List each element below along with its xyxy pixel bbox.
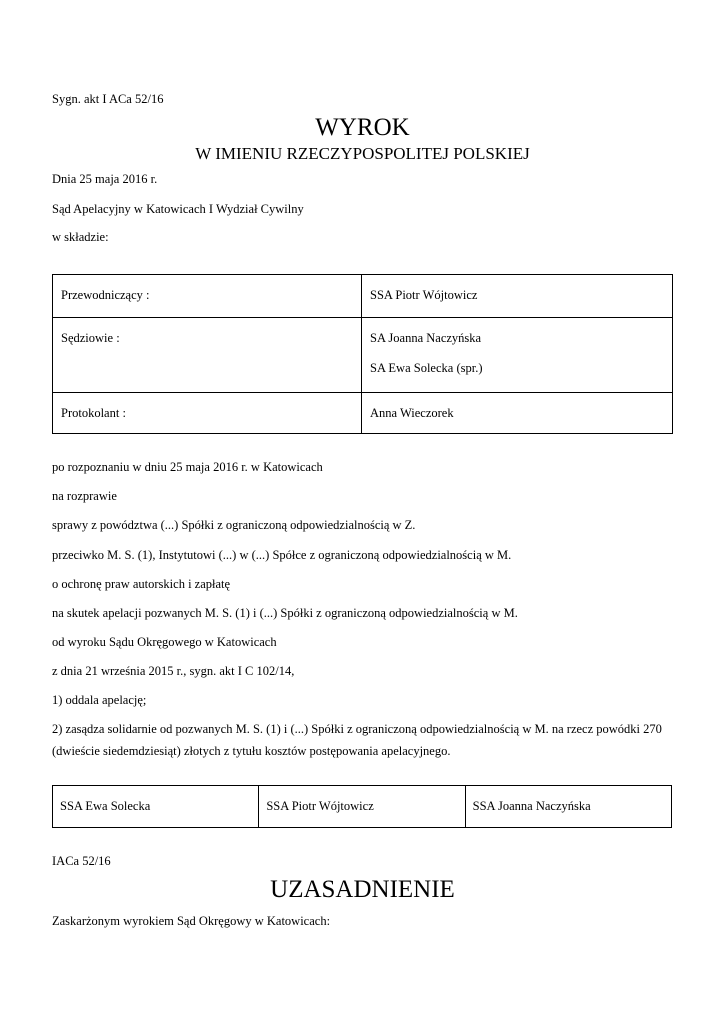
judges-label: Sędziowie : [53, 318, 362, 393]
judgment-date: Dnia 25 maja 2016 r. [52, 172, 158, 186]
clerk-label: Protokolant : [53, 393, 362, 434]
table-row [53, 275, 673, 318]
presiding-name: SSA Piotr Wójtowicz [362, 275, 673, 318]
body-line: przeciwko M. S. (1), Instytutowi (...) w (...) Spółce z ograniczoną odpowiedzialnością w M. [52, 548, 512, 562]
judgment-subtitle: W IMIENIU RZECZYPOSPOLITEJ POLSKIEJ [195, 144, 530, 163]
court-name: Sąd Apelacyjny w Katowicach I Wydział Cywilny [52, 202, 304, 216]
judgment-title: WYROK [315, 114, 410, 141]
body-line: na rozprawie [52, 489, 117, 503]
justification-signature: IACa 52/16 [52, 854, 111, 868]
composition-label: w składzie: [52, 230, 109, 244]
table-row [53, 786, 672, 828]
body-line: na skutek apelacji pozwanych M. S. (1) i (...) Spółki z ograniczoną odpowiedzialnością w M. [52, 606, 518, 620]
table-row [53, 393, 673, 434]
presiding-label: Przewodniczący : [53, 275, 362, 318]
ruling-point: 2) zasądza solidarnie od pozwanych M. S. (1) i (...) Spółki z ograniczoną odpowiedzialnością w M. na rzecz powódki 270 (dwieście siedemdziesiąt) złotych z tytułu kosztów postępowania apelacyjnego. [52, 722, 662, 758]
judge-name: SA Joanna Naczyńska [370, 331, 482, 345]
table-row [53, 318, 673, 393]
justification-title: UZASADNIENIE [270, 876, 455, 903]
judges-names [362, 318, 673, 393]
signature-cell: SSA Ewa Solecka [53, 786, 259, 828]
signatures-table [52, 785, 672, 828]
clerk-name: Anna Wieczorek [362, 393, 673, 434]
ruling-point: 1) oddala apelację; [52, 693, 147, 707]
justification-first-line: Zaskarżonym wyrokiem Sąd Okręgowy w Katowicach: [52, 914, 331, 928]
signature-cell: SSA Joanna Naczyńska [465, 786, 671, 828]
body-line: z dnia 21 września 2015 r., sygn. akt I C 102/14, [52, 664, 295, 678]
body-line: sprawy z powództwa (...) Spółki z ograniczoną odpowiedzialnością w Z. [52, 518, 416, 532]
case-signature: Sygn. akt I ACa 52/16 [52, 92, 164, 106]
judge-name: SA Ewa Solecka (spr.) [370, 361, 483, 375]
body-line: po rozpoznaniu w dniu 25 maja 2016 r. w Katowicach [52, 460, 323, 474]
body-line: od wyroku Sądu Okręgowego w Katowicach [52, 635, 277, 649]
court-composition-table [52, 274, 673, 434]
signature-cell: SSA Piotr Wójtowicz [259, 786, 465, 828]
body-line: o ochronę praw autorskich i zapłatę [52, 577, 231, 591]
